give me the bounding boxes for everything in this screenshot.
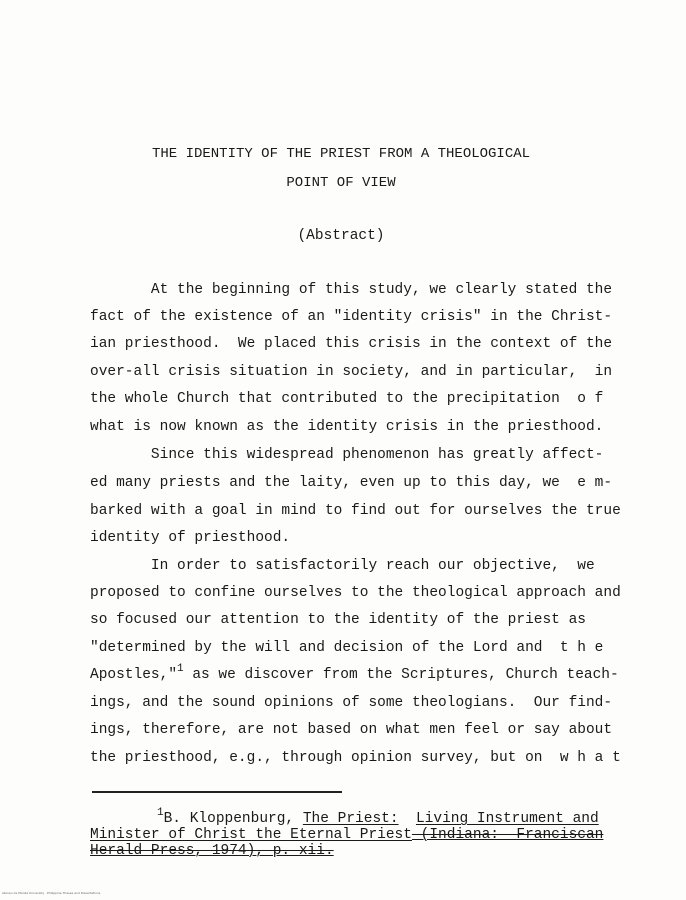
body-line-15-prefix: Apostles," xyxy=(90,667,178,683)
body-line-10: identity of priesthood. xyxy=(90,530,291,546)
body-line-6: what is now known as the identity crisis in the priesthood. xyxy=(90,419,604,435)
body-line-9: barked with a goal in mind to find out for ourselves the true xyxy=(90,503,621,519)
body-line-12: proposed to confine ourselves to the theological approach and xyxy=(90,585,621,601)
body-line-2: fact of the existence of an "identity crisis" in the Christ- xyxy=(90,309,613,325)
footnote-book-title-part1: The Priest: xyxy=(302,811,399,827)
body-line-16: ings, and the sound opinions of some theologians. Our find- xyxy=(90,695,613,711)
footnote-reference-marker: 1 xyxy=(177,663,184,675)
footnote-book-title-part2: Living Instrument and xyxy=(415,811,599,827)
body-line-4: over-all crisis situation in society, and in particular, in xyxy=(90,364,613,380)
footnote-author: B. Kloppenburg, xyxy=(163,811,303,827)
body-line-1: At the beginning of this study, we clearly stated the xyxy=(90,282,613,298)
body-line-18: the priesthood, e.g., through opinion survey, but on w h a t xyxy=(90,750,621,766)
footnote-publisher: (Indiana: Franciscan xyxy=(411,827,604,843)
body-line-13: so focused our attention to the identity of the priest as xyxy=(90,612,586,628)
body-line-11: In order to satisfactorily reach our objective, we xyxy=(90,558,595,574)
body-line-3: ian priesthood. We placed this crisis in the context of the xyxy=(90,336,613,352)
footnote-marker: 1 xyxy=(157,807,164,819)
footnote-book-title-part3: Minister of Christ the Eternal Priest xyxy=(90,827,412,843)
body-line-7: Since this widespread phenomenon has greatly affect- xyxy=(90,447,604,463)
document-title-line-2: POINT OF VIEW xyxy=(286,175,396,191)
body-line-15 xyxy=(90,663,619,683)
footnote-line-1 xyxy=(157,807,599,827)
abstract-label: (Abstract) xyxy=(297,228,385,244)
footnote-separator-rule xyxy=(92,791,342,793)
footnote-gap xyxy=(399,811,416,827)
archive-footer-stamp: Ateneo de Manila University · Philippine Theses and Dissertations xyxy=(2,891,101,895)
body-line-5: the whole Church that contributed to the precipitation o f xyxy=(90,391,604,407)
body-line-8: ed many priests and the laity, even up to this day, we e m- xyxy=(90,475,613,491)
body-line-14: "determined by the will and decision of the Lord and t h e xyxy=(90,640,604,656)
document-title-line-1: THE IDENTITY OF THE PRIEST FROM A THEOLOGICAL xyxy=(151,146,531,162)
footnote-line-3: Herald Press, 1974), p. xii. xyxy=(90,843,334,859)
footnote-line-2 xyxy=(90,828,603,843)
body-line-17: ings, therefore, are not based on what men feel or say about xyxy=(90,722,613,738)
body-line-15-suffix: as we discover from the Scriptures, Church teach- xyxy=(183,667,619,683)
